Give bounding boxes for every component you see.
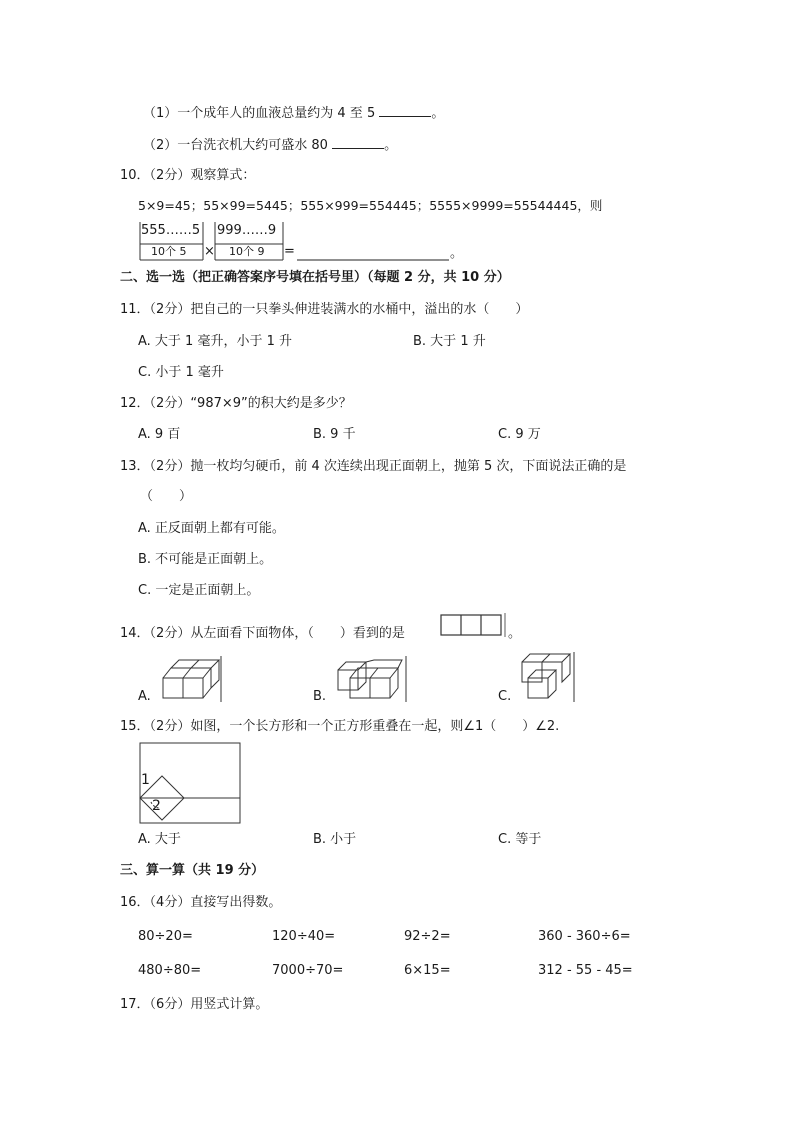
q16-item: 92÷2= — [404, 929, 451, 944]
angle-2-label: 2 — [152, 798, 161, 814]
q14-option-a[interactable]: A. — [138, 689, 151, 704]
section-3-heading: 三、算一算（共 19 分） — [120, 863, 265, 878]
q17-stem: 17．（6分）用竖式计算。 — [120, 997, 269, 1012]
q16-item: 7000÷70= — [272, 963, 344, 978]
q13-option-c[interactable]: C. 一定是正面朝上。 — [138, 583, 260, 598]
q14-option-c-cubes — [514, 652, 580, 704]
answer-blank[interactable] — [332, 136, 384, 149]
q14-option-a-cubes — [155, 656, 225, 704]
box1-bottom: 10个 5 — [151, 245, 187, 258]
q13-option-a[interactable]: A. 正反面朝上都有可能。 — [138, 521, 285, 536]
section-2-heading: 二、选一选（把正确答案序号填在括号里）（每题 2 分，共 10 分） — [120, 270, 510, 285]
q16-item: 360 - 360÷6= — [538, 929, 631, 944]
q10-stem: 10．（2分）观察算式： — [120, 168, 256, 183]
q15-option-c[interactable]: C. 等于 — [498, 832, 542, 847]
q16-stem: 16．（4分）直接写出得数。 — [120, 895, 282, 910]
q14-target-view — [440, 613, 508, 637]
q14-option-b[interactable]: B. — [313, 689, 327, 704]
q10-end: 。 — [450, 246, 464, 261]
q16-item: 312 - 55 - 45= — [538, 963, 633, 978]
q16-item: 6×15= — [404, 963, 451, 978]
box1-top: 555……5 — [141, 223, 201, 238]
q15-option-a[interactable]: A. 大于 — [138, 832, 181, 847]
q16-item: 120÷40= — [272, 929, 336, 944]
box2-top: 999……9 — [217, 223, 277, 238]
q14-stem — [120, 626, 405, 642]
q9-part1 — [143, 104, 444, 122]
q12-option-a[interactable]: A. 9 百 — [138, 427, 181, 442]
q15-option-b[interactable]: B. 小于 — [313, 832, 357, 847]
q12-stem: 12．（2分）“987×9”的积大约是多少？ — [120, 396, 352, 411]
angle-1-label: 1 — [141, 772, 150, 788]
q11-option-c[interactable]: C. 小于 1 毫升 — [138, 365, 224, 380]
equals-sign: = — [284, 244, 295, 259]
q13-stem: 13．（2分）抛一枚均匀硬币，前 4 次连续出现正面朝上，抛第 5 次，下面说法正确的是 — [120, 459, 627, 474]
q10-formula: 5×9=45；55×99=5445；555×999=554445；5555×9999=55544445，则 — [138, 198, 603, 213]
q9-part2 — [143, 136, 397, 154]
q14-option-b-cubes — [330, 656, 412, 704]
q15-stem: 15．（2分）如图，一个长方形和一个正方形重叠在一起，则∠1（ ）∠2. — [120, 719, 560, 734]
q13-paren: （ ） — [140, 489, 193, 504]
q14-stem-text: 14．（2分）从左面看下面物体，（ ）看到的是 — [120, 626, 405, 641]
q9-part1-text: （1）一个成年人的血液总量约为 4 至 5 — [143, 106, 376, 121]
q16-item: 80÷20= — [138, 929, 193, 944]
q11-option-b[interactable]: B. 大于 1 升 — [413, 334, 486, 349]
q10-expression — [137, 220, 467, 264]
q11-stem: 11．（2分）把自己的一只拳头伸进装满水的水桶中，溢出的水（ ） — [120, 302, 529, 317]
q14-end: 。 — [508, 626, 522, 641]
q14-option-c[interactable]: C. — [498, 689, 512, 704]
answer-blank[interactable] — [379, 104, 431, 117]
q9-part2-text: （2）一台洗衣机大约可盛水 80 — [143, 138, 328, 153]
q12-option-b[interactable]: B. 9 千 — [313, 427, 356, 442]
q9-part1-end: 。 — [431, 106, 445, 121]
q11-option-a[interactable]: A. 大于 1 毫升，小于 1 升 — [138, 334, 293, 349]
q12-option-c[interactable]: C. 9 万 — [498, 427, 541, 442]
q13-option-b[interactable]: B. 不可能是正面朝上。 — [138, 552, 273, 567]
q16-item: 480÷80= — [138, 963, 202, 978]
times-sign: × — [204, 244, 215, 259]
box2-bottom: 10个 9 — [229, 245, 265, 258]
q9-part2-end: 。 — [384, 138, 398, 153]
